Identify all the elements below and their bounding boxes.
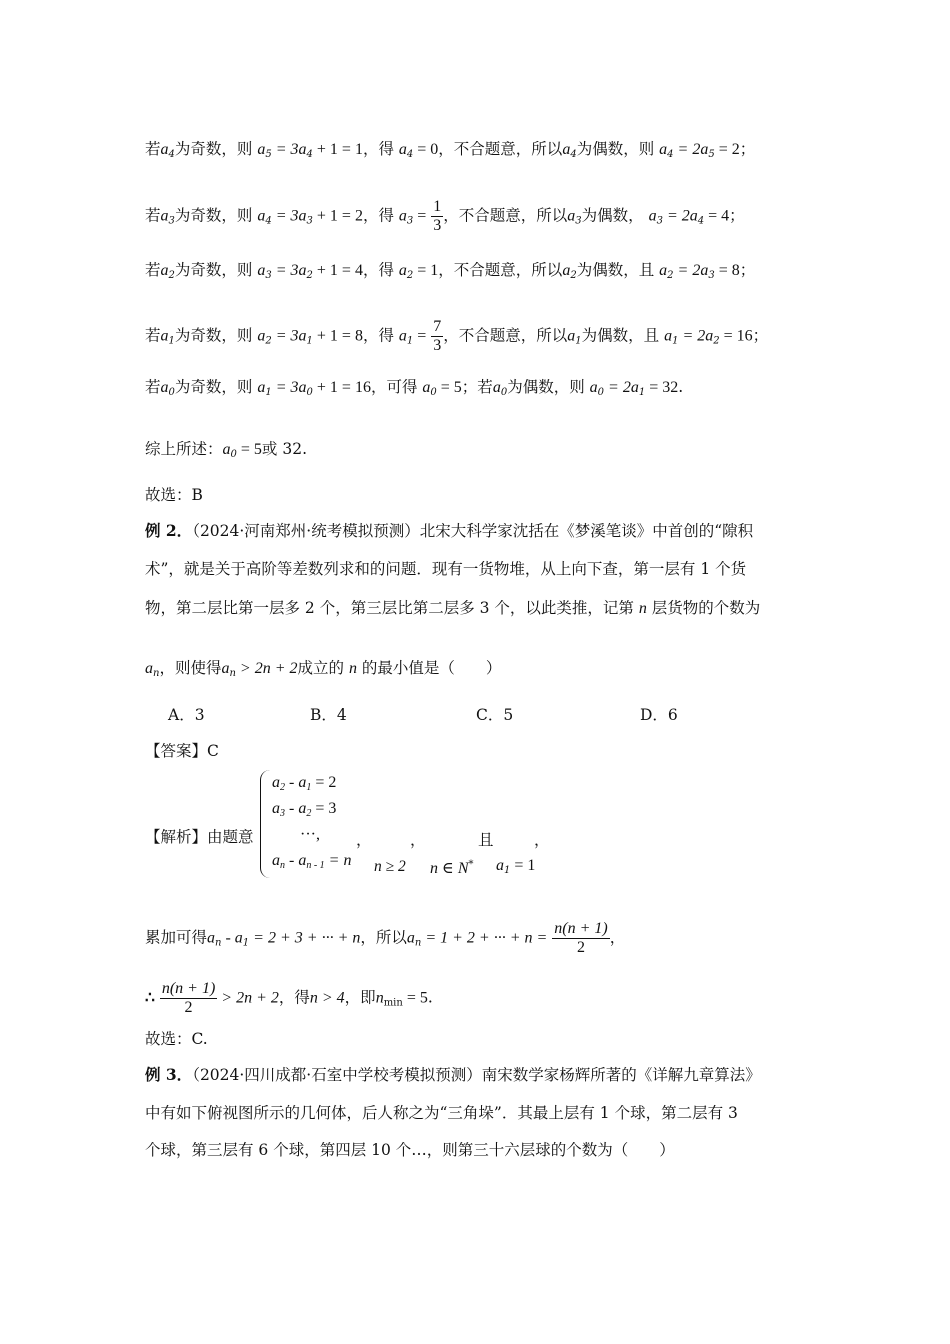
comma-3: ， — [534, 831, 550, 849]
example2-question: $a_n$，则使得$a_n > 2n + 2$成立的 n 的最小值是（ ） — [145, 659, 502, 679]
fraction-inequality: $\frac{n(n + 1)}{2}$ — [161, 980, 216, 1016]
derivation-line-a4: 若$a_4$为奇数，则 $a_5 = 3a_4 + 1 = 1$，得 $a_4 = 0$，不合题意，所以$a_4$为偶数，则 $a_4 = 2a_5 = 2$； — [145, 140, 756, 160]
option-a: A．3 — [168, 706, 205, 724]
fraction-seven-thirds: $\frac{7}{3}$ — [433, 318, 442, 354]
derivation-line-a0: 若$a_0$为奇数，则 $a_1 = 3a_0 + 1 = 16$，可得 $a_0 = 5$；若$a_0$为偶数，则 $a_0 = 2a_1 = 32$. — [145, 378, 684, 398]
example2-line2: 术”，就是关于高阶等差数列求和的问题．现有一货物堆，从上向下查，第一层有 1 个货 — [145, 560, 747, 578]
comma-1: ， — [356, 831, 372, 849]
inequality-line: ∴ $\frac{n(n + 1)}{2}$ > 2n + 2，得n > 4，即$n_{min} = 5$. — [145, 980, 433, 1016]
conclusion-line: 故选：C. — [145, 1030, 208, 1048]
example2-line1: 例 2．（2024·河南郑州·统考模拟预测）北宋大科学家沈括在《梦溪笔谈》中首创的“隙积 — [145, 521, 754, 540]
derivation-line-a3: 若$a_3$为奇数，则 $a_4 = 3a_3 + 1 = 2$，得 $a_3$ = $\frac{1}{3}$ ，不合题意，所以$a_3$为偶数， $a_3 = 2a_4 = 4$； — [145, 198, 745, 234]
condition-n-in-N: n ∈ N* — [430, 858, 474, 877]
derivation-line-a2: 若$a_2$为奇数，则 $a_3 = 3a_2 + 1 = 4$，得 $a_2 = 1$，不合题意，所以$a_2$为偶数，且 $a_2 = 2a_3 = 8$； — [145, 261, 756, 281]
cumulative-sum-line: 累加可得$a_n - a_1 = 2 + 3$ + ··· + n，所以$a_n = 1 + 2$ + ··· + n = $\frac{n(n + 1)}{2}$ ， — [145, 920, 626, 956]
summary-line: 综上所述：$a_0 = 5$或 32. — [145, 440, 307, 460]
answer-choice-line: 故选：B — [145, 486, 203, 504]
comma-2: ， — [410, 831, 426, 849]
example3-line1: 例 3．（2024·四川成都·石室中学校考模拟预测）南宋数学家杨辉所著的《详解九章算法》 — [145, 1065, 761, 1084]
and-word: 且 — [478, 831, 494, 849]
condition-a1: $a_1 = 1$ — [496, 857, 536, 876]
analysis-label: 【解析】由题意 — [145, 828, 254, 846]
fraction-one-third: $\frac{1}{3}$ — [433, 198, 442, 234]
system-row-n: $a_n - a_{n - 1} = n$ — [272, 852, 352, 871]
option-d: D．6 — [640, 706, 678, 724]
example3-line2: 中有如下俯视图所示的几何体，后人称之为“三角垛”．其最上层有 1 个球，第二层有 3 — [145, 1104, 738, 1122]
fraction-n-n-plus-1-over-2: $\frac{n(n + 1)}{2}$ — [554, 920, 608, 956]
option-b: B．4 — [310, 706, 347, 724]
condition-n-ge-2: n ≥ 2 — [374, 858, 406, 875]
example2-line3: 物，第二层比第一层多 2 个，第三层比第二层多 3 个，以此类推，记第 n 层货物的个数为 — [145, 599, 761, 617]
system-row-ellipsis: ···, — [300, 826, 320, 843]
system-row-1: $a_2 - a_1 = 2$ — [272, 774, 337, 793]
answer-label: 【答案】C — [145, 742, 219, 760]
option-c: C．5 — [476, 706, 514, 724]
system-row-2: $a_3 - a_2 = 3$ — [272, 800, 337, 819]
derivation-line-a1: 若$a_1$为奇数，则 $a_2 = 3a_1 + 1 = 8$，得 $a_1$ = $\frac{7}{3}$ ，不合题意，所以$a_1$为偶数，且 $a_1 = 2a_2 = 16$； — [145, 318, 769, 354]
example3-line3: 个球，第三层有 6 个球，第四层 10 个…，则第三十六层球的个数为（ ） — [145, 1141, 675, 1159]
